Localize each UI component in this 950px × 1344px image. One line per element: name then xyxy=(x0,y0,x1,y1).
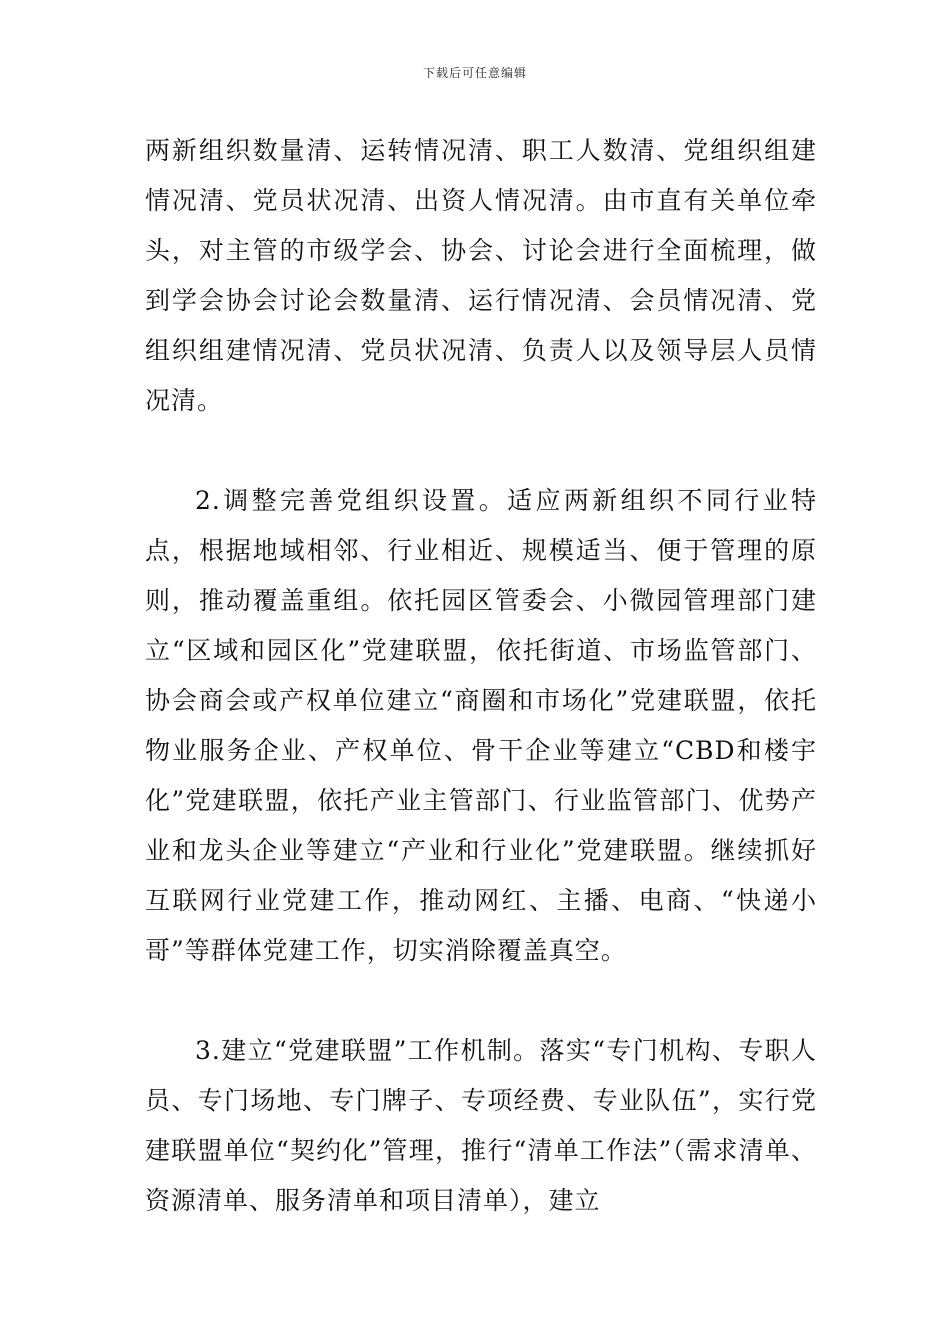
page-header: 下载后可任意编辑 xyxy=(422,66,527,80)
paragraph-gap xyxy=(145,976,817,1026)
paragraph-1: 两新组织数量清、运转情况清、职工人数清、党组织组建情况清、党员状况清、出资人情况清。由市直有关单位牵头，对主管的市级学会、协会、讨论会进行全面梳理，做到学会协会讨论会数量清、运行情况清、会员情况清、党组织组建情况清、党员状况清、负责人以及领导层人员情况清。 xyxy=(145,136,817,415)
paragraph-3: 3.建立“党建联盟”工作机制。落实“专门机构、专职人员、专门场地、专门牌子、专项经费、专业队伍”，实行党建联盟单位“契约化”管理，推行“清单工作法”（需求清单、资源清单、服务清单和项目清单），建立 xyxy=(145,1036,817,1215)
paragraph-2: 2.调整完善党组织设置。适应两新组织不同行业特点，根据地域相邻、行业相近、规模适当、便于管理的原则，推动覆盖重组。依托园区管委会、小微园管理部门建立“区域和园区化”党建联盟，依托街道、市场监管部门、协会商会或产权单位建立“商圈和市场化”党建联盟，依托物业服务企业、产权单位、骨干企业等建立“CBD和楼宇化”党建联盟，依托产业主管部门、行业监管部门、优势产业和龙头企业等建立“产业和行业化”党建联盟。继续抓好互联网行业党建工作，推动网红、主播、电商、“快递小哥”等群体党建工作，切实消除覆盖真空。 xyxy=(145,486,817,965)
document-body xyxy=(145,126,817,1226)
paragraph-gap xyxy=(145,426,817,476)
